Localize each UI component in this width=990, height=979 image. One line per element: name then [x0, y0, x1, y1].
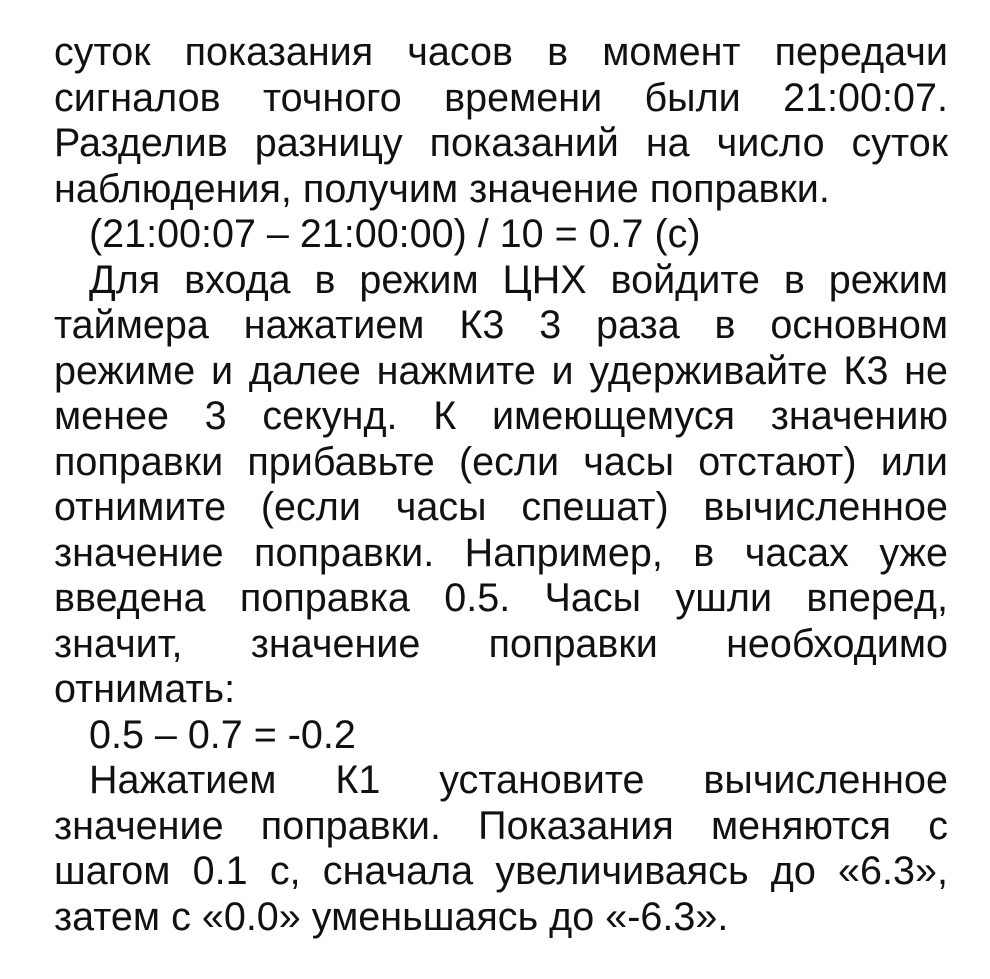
paragraph-time-signal: суток показания часов в момент передачи сигналов точного времени были 21:00:07. Разделив разницу показаний на число суток наблюдения, получим значение поправки. [54, 30, 948, 211]
formula-correction-calculation: (21:00:07 – 21:00:00) / 10 = 0.7 (с) [89, 212, 701, 256]
paragraph-k1-setting: Нажатием К1 установите вычисленное значение поправки. Показания меняются с шагом 0.1 с, сначала увеличиваясь до «6.3», затем с «0.0» уменьшаясь до «-6.3». [54, 758, 948, 939]
paragraph-cnx-mode-instructions: Для входа в режим ЦНХ войдите в режим таймера нажатием К3 3 раза в основном режиме и далее нажмите и удерживайте К3 не менее 3 секунд. К имеющемуся значению поправки прибавьте (если часы отстают) или отнимите (если часы спешат) вычисленное значение поправки. Например, в часах уже введена поправка 0.5. Часы ушли вперед, значит, значение поправки необходимо отнимать: [54, 257, 948, 711]
formula-correction-subtraction: 0.5 – 0.7 = -0.2 [89, 712, 356, 757]
